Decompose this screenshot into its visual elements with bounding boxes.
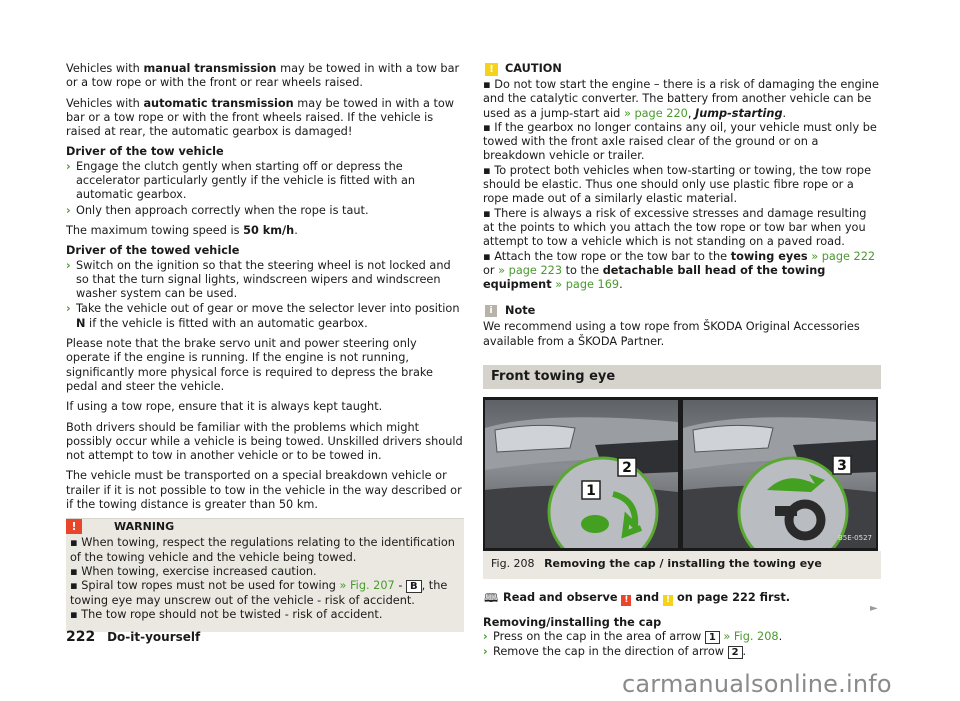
read-observe-line: 🕮 Read and observe ! and ! on page 222 first. xyxy=(484,590,791,605)
right-column xyxy=(483,62,881,661)
section-title: Front towing eye xyxy=(483,365,881,389)
page-222-link[interactable]: » page 222 xyxy=(807,249,876,263)
page-number: 222 xyxy=(66,629,96,645)
figure-caption-text: Removing the cap / installing the towing eye xyxy=(544,557,822,571)
brake-servo-paragraph: Please note that the brake servo unit and power steering only operate if the engine is running. If the engine is not running, significantly more physical force is required to depress the brake pedal and steer the vehicle. xyxy=(66,337,433,393)
chevron-right-icon: › xyxy=(66,258,71,272)
figure-label: Fig. 208 xyxy=(491,557,535,571)
warning-line: ▪ The tow rope should not be twisted - risk of accident. xyxy=(70,607,383,621)
page-footer xyxy=(66,629,200,645)
warning-header xyxy=(66,518,464,536)
caution-line: ▪ To protect both vehicles when tow-starting or towing, the tow rope should be elastic. Thus one should only use plastic fibre rope or a rope made out of a similarly elastic material. xyxy=(483,163,872,206)
caution-icon: ! xyxy=(663,595,673,606)
towed-vehicle-driver-heading: Driver of the towed vehicle xyxy=(66,244,240,258)
list-item: › Only then approach correctly when the rope is taut. xyxy=(66,203,369,217)
continue-arrow-icon: ► xyxy=(870,603,878,614)
warning-line: ▪ Spiral tow ropes must not be used for towing » Fig. 207 - B , the towing eye may unscrew out of the vehicle - risk of accident. xyxy=(70,579,448,607)
warning-icon: ! xyxy=(621,595,631,606)
car-front-illustration xyxy=(485,400,678,548)
warning-icon: ! xyxy=(66,519,82,534)
caution-header xyxy=(483,62,881,78)
caution-body xyxy=(483,78,881,292)
note-text: We recommend using a tow rope from ŠKODA Original Accessories available from a ŠKODA Partner. xyxy=(483,320,860,348)
manual-transmission-paragraph: Vehicles with manual transmission may be towed in with a tow bar or a tow rope or with the front or rear wheels raised. xyxy=(66,62,460,90)
caution-line: ▪ There is always a risk of excessive stresses and damage resulting at the points to which you attach the tow rope or tow bar when you attempt to tow a vehicle which is not standing on a paved road. xyxy=(483,206,867,249)
page-220-link[interactable]: » page 220 xyxy=(623,106,688,120)
caution-icon: ! xyxy=(485,63,498,76)
callout-b-box: B xyxy=(406,580,422,593)
caution-line: ▪ If the gearbox no longer contains any oil, your vehicle must only be towed with the front axle raised clear of the ground or on a breakdown vehicle or trailer. xyxy=(483,120,877,163)
list-item: › Remove the cap in the direction of arrow 2 . xyxy=(483,645,747,659)
callout-1-box: 1 xyxy=(705,631,720,644)
left-column xyxy=(66,62,464,632)
list-item: › Press on the cap in the area of arrow 1 » Fig. 208. xyxy=(483,629,783,643)
automatic-transmission-paragraph: Vehicles with automatic transmission may be towed in with a tow bar or a tow rope or with the front wheels raised. If the vehicle is raised at rear, the automatic gearbox is damaged! xyxy=(66,96,455,139)
figure-panel-install-eye xyxy=(683,400,876,548)
warning-line: ▪ When towing, exercise increased caution. xyxy=(70,564,317,578)
note-label: Note xyxy=(505,304,536,318)
chevron-right-icon: › xyxy=(483,645,488,659)
drivers-familiar-paragraph: Both drivers should be familiar with the problems which might possibly occur while a vehicle is being towed. Unskilled drivers should not attempt to tow in another vehicle or to be towed in. xyxy=(66,420,463,463)
warning-box xyxy=(66,518,464,632)
chevron-right-icon: › xyxy=(66,302,71,316)
page-223-link[interactable]: » page 223 xyxy=(498,263,563,277)
caution-line: ▪ Do not tow start the engine – there is a risk of damaging the engine and the catalytic converter. The battery from another vehicle can be used as a jump-start aid » page 220, Jump-starting. xyxy=(483,78,879,120)
tow-vehicle-driver-heading: Driver of the tow vehicle xyxy=(66,145,224,159)
callout-2-box: 2 xyxy=(728,646,743,659)
figure-caption xyxy=(483,551,881,578)
fig-208-link[interactable]: » Fig. 208 xyxy=(719,629,779,643)
warning-line: ▪ When towing, respect the regulations relating to the identification of the towing vehicle and the vehicle being towed. xyxy=(70,536,455,564)
chevron-right-icon: › xyxy=(483,629,488,643)
warning-body xyxy=(66,536,464,632)
breakdown-vehicle-paragraph: The vehicle must be transported on a special breakdown vehicle or trailer if it is not possible to tow in the vehicle in the way described or if the towing distance is greater than 50 km. xyxy=(66,469,462,512)
caution-line: ▪ Attach the tow rope or the tow bar to the towing eyes » page 222 or » page 223 to the detachable ball head of the towing equipment » page 169. xyxy=(483,249,876,292)
callout-1: 1 xyxy=(586,483,596,500)
footer-section: Do-it-yourself xyxy=(107,630,201,644)
callout-2: 2 xyxy=(622,460,632,477)
chevron-right-icon: › xyxy=(66,159,71,173)
list-item: › Engage the clutch gently when starting off or depress the accelerator particularly gently if the vehicle is fitted with an automatic gearbox. xyxy=(66,159,416,202)
caution-label: CAUTION xyxy=(505,62,562,75)
fig-207-link[interactable]: » Fig. 207 xyxy=(339,579,395,593)
tow-rope-paragraph: If using a tow rope, ensure that it is always kept taught. xyxy=(66,400,383,414)
towing-speed-paragraph: The maximum towing speed is 50 km/h. xyxy=(66,223,298,237)
book-icon: 🕮 xyxy=(484,590,499,605)
note-header xyxy=(483,304,881,320)
figure-code: B5E-0527 xyxy=(837,534,872,543)
page-169-link[interactable]: » page 169 xyxy=(551,278,620,292)
watermark: carmanualsonline.info xyxy=(622,670,892,698)
sub-heading: Removing/installing the cap xyxy=(483,615,662,629)
car-front-illustration xyxy=(683,400,876,548)
callout-3: 3 xyxy=(837,458,847,475)
list-item: › Take the vehicle out of gear or move the selector lever into position N if the vehicle is fitted with an automatic gearbox. xyxy=(66,302,460,330)
figure-208 xyxy=(483,397,878,551)
warning-label: WARNING xyxy=(114,520,175,534)
figure-panel-remove-cap xyxy=(485,400,678,548)
info-icon: i xyxy=(485,305,497,317)
chevron-right-icon: › xyxy=(66,203,71,217)
list-item: › Switch on the ignition so that the steering wheel is not locked and so that the turn signal lights, windscreen wipers and windscreen washer system can be used. xyxy=(66,258,451,301)
